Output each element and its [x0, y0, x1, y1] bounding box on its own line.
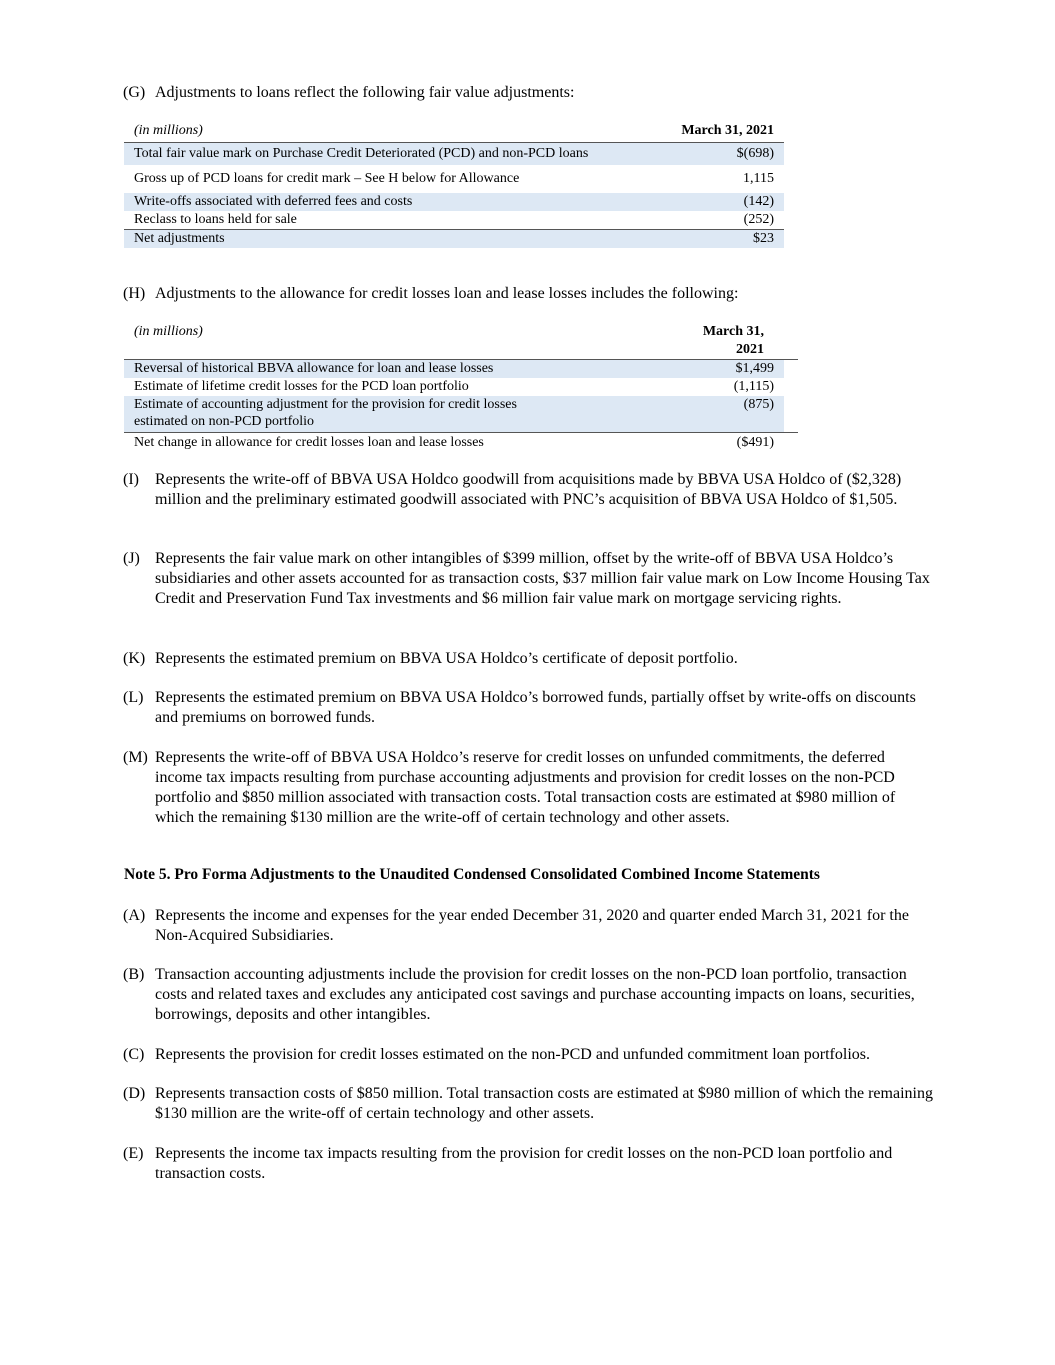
item-text: Represents the write-off of BBVA USA Holdco goodwill from acquisitions made by BBVA USA Holdco of ($2,328) million and the preliminary estimated goodwill associated with PNC’s acquisition of BBVA USA Holdco of $1,505. [155, 471, 902, 508]
item-text: Represents the income and expenses for the year ended December 31, 2020 and quarter ended March 31, 2021 for the Non-Acquired Subsidiaries. [155, 907, 909, 944]
unit-header: (in millions) [134, 123, 203, 138]
row-label: Gross up of PCD loans for credit mark – See H below for Allowance [134, 171, 520, 186]
row-label: Total fair value mark on Purchase Credit Deteriorated (PCD) and non-PCD loans [124, 143, 664, 166]
list-item [123, 965, 933, 1025]
item-label: (B) [123, 966, 145, 983]
list-item [123, 1045, 933, 1065]
section-g-intro-text: Adjustments to loans reflect the following fair value adjustments: [155, 84, 575, 101]
table-row [124, 378, 798, 396]
row-value: $23 [664, 230, 784, 249]
unit-header: (in millions) [134, 324, 203, 339]
item-text: Represents the estimated premium on BBVA USA Holdco’s borrowed funds, partially offset by write-offs on discounts and premiums on borrowed funds. [155, 689, 916, 726]
table-row [124, 165, 784, 193]
date-header: March 31, 2021 [702, 324, 764, 357]
item-label: (C) [123, 1046, 145, 1063]
table-row [124, 211, 784, 230]
list-item [123, 1144, 933, 1184]
allowance-adjustments-table [124, 323, 798, 453]
section-h-intro [123, 284, 738, 304]
row-value: $1,499 [664, 360, 798, 379]
row-label: Estimate of lifetime credit losses for the PCD loan portfolio [134, 379, 469, 394]
item-text: Represents the income tax impacts resulting from the provision for credit losses on the non-PCD loan portfolio and transaction costs. [155, 1145, 893, 1182]
table-row [124, 360, 798, 379]
note-5-title: Note 5. Pro Forma Adjustments to the Unaudited Condensed Consolidated Combined Income Statements [124, 866, 820, 883]
item-label: (M) [123, 749, 148, 766]
item-text: Represents the fair value mark on other intangibles of $399 million, offset by the write-off of BBVA USA Holdco’s subsidiaries and other assets accounted for as transaction costs, $37 million fair value mark on Low Income Housing Tax Credit and Preservation Fund Tax investments and $6 million fair value mark on mortgage servicing rights. [155, 550, 930, 607]
list-item [123, 1084, 933, 1124]
item-label: (A) [123, 907, 146, 924]
row-value: (1,115) [733, 379, 774, 394]
section-g-label: (G) [123, 84, 146, 101]
table-row [124, 193, 784, 211]
row-label-line: Estimate of accounting adjustment for the provision for credit losses [134, 397, 517, 412]
item-label: (E) [123, 1145, 144, 1162]
row-label: Reversal of historical BBVA allowance for loan and lease losses [124, 360, 664, 379]
table-row [124, 143, 784, 166]
date-header: March 31, 2021 [681, 123, 774, 138]
row-value: (252) [743, 212, 774, 227]
list-item [123, 549, 933, 609]
section-h-intro-text: Adjustments to the allowance for credit losses loan and lease losses includes the following: [155, 285, 739, 302]
row-label: Reclass to loans held for sale [134, 212, 297, 227]
row-value: ($491) [736, 435, 774, 450]
item-label: (L) [123, 689, 144, 706]
row-label: Net change in allowance for credit losses loan and lease losses [134, 435, 484, 450]
item-text: Represents the write-off of BBVA USA Holdco’s reserve for credit losses on unfunded commitments, the deferred income tax impacts resulting from purchase accounting adjustments and provision for credit losses on the non-PCD portfolio and $850 million associated with transaction costs. Total transaction costs are estimated at $980 million of which the remaining $130 million are the write-off of certain technology and other assets. [155, 749, 896, 826]
item-text: Represents the provision for credit losses estimated on the non-PCD and unfunded commitment loan portfolios. [155, 1046, 870, 1063]
section-g-intro [123, 83, 574, 103]
row-label-line: estimated on non-PCD portfolio [134, 414, 315, 429]
list-item [123, 688, 933, 728]
row-label: Net adjustments [124, 230, 664, 249]
row-label [124, 396, 664, 433]
row-value: (142) [664, 193, 784, 211]
row-value: $(698) [664, 143, 784, 166]
table-row-total [124, 230, 784, 249]
item-label: (I) [123, 471, 139, 488]
table-row-total [124, 433, 798, 454]
list-item [123, 906, 933, 946]
row-label: Write-offs associated with deferred fees and costs [124, 193, 664, 211]
list-item [123, 649, 933, 669]
item-text: Transaction accounting adjustments include the provision for credit losses on the non-PCD loan portfolio, transaction costs and related taxes and excludes any anticipated cost savings and purchase accounting impacts on loans, securities, borrowings, deposits and other intangibles. [155, 966, 915, 1023]
loan-adjustments-table [124, 120, 784, 248]
row-value: (875) [664, 396, 798, 433]
list-item [123, 748, 933, 828]
table-header-row [124, 323, 798, 360]
item-label: (K) [123, 650, 146, 667]
item-label: (J) [123, 550, 140, 567]
row-value: 1,115 [743, 171, 774, 186]
item-label: (D) [123, 1085, 146, 1102]
item-text: Represents the estimated premium on BBVA USA Holdco’s certificate of deposit portfolio. [155, 650, 738, 667]
table-header-row [124, 120, 784, 143]
section-h-label: (H) [123, 285, 146, 302]
item-text: Represents transaction costs of $850 million. Total transaction costs are estimated at $980 million of which the remaining $130 million are the write-off of certain technology and other assets. [155, 1085, 933, 1122]
list-item [123, 470, 933, 510]
table-row [124, 396, 798, 433]
